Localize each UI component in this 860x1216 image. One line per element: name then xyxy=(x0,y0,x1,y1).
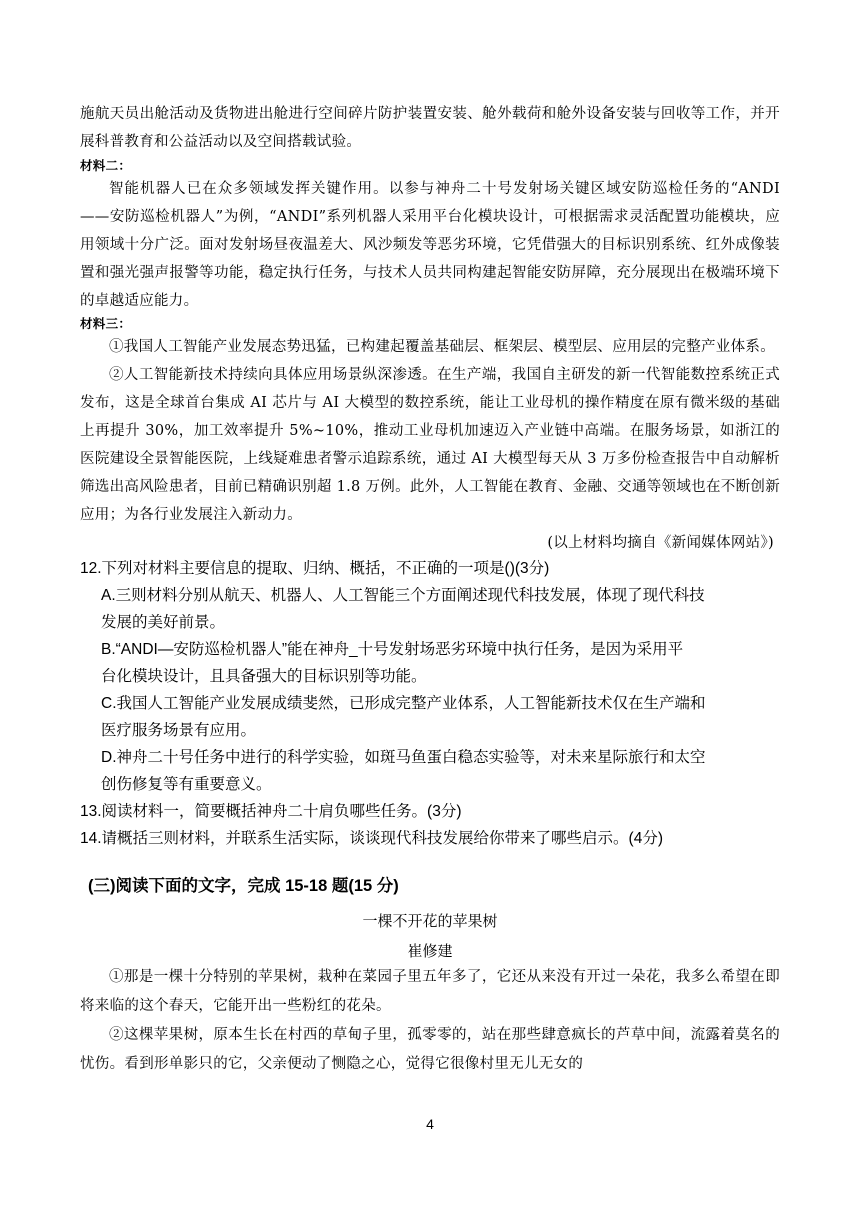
story-title: 一棵不开花的苹果树 xyxy=(362,912,498,930)
question-12-option-b-cont: 台化模块设计，且具备强大的目标识别等功能。 xyxy=(101,668,427,685)
story-paragraph-1: ①那是一棵十分特别的苹果树，栽种在菜园子里五年多了，它还从来没有开过一朵花，我多么希望在即将来临的这个春天，它能开出一些粉红的花朵。 xyxy=(80,969,780,1014)
material3-paragraph-2: ②人工智能新技术持续向具体应用场景纵深渗透。在生产端，我国自主研发的新一代智能数控系统正式发布，这是全球首台集成 AI 芯片与 AI 大模型的数控系统，能让工业母机的操作精度在原有微米级的基础上再提升 30%，加工效率提升 5%~10%，推动工业母机加速迈入产业链中高端。在服务场景，如浙江的医院建设全景智能医院，上线疑难患者警示追踪系统，通过 AI 大模型每天从 3 万多份检查报告中自动解析筛选出高风险患者，目前已精确识别超 1.8 万例。此外，人工智能在教育、金融、交通等领域也在不断创新应用；为各行业发展注入新动力。 xyxy=(80,367,780,523)
material3-paragraph-1: ①我国人工智能产业发展态势迅猛，已构建起覆盖基础层、框架层、模型层、应用层的完整产业体系。 xyxy=(109,339,775,355)
story-text xyxy=(80,963,780,1079)
question-13: 13.阅读材料一，简要概括神舟二十肩负哪些任务。(3分) xyxy=(80,803,462,820)
question-12-option-a: A.三则材料分别从航天、机器人、人工智能三个方面阐述现代科技发展，体现了现代科技 xyxy=(101,587,705,604)
material3-label: 材料三： xyxy=(80,317,132,331)
question-12-option-c-cont: 医疗服务场景有应用。 xyxy=(101,722,257,739)
question-12-option-d-cont: 创伤修复等有重要意义。 xyxy=(101,776,272,793)
question-12-option-a-cont: 发展的美好前景。 xyxy=(101,614,226,631)
question-12-option-c: C.我国人工智能产业发展成绩斐然，已形成完整产业体系，人工智能新技术仅在生产端和 xyxy=(101,695,706,712)
material1-continuation: 施航天员出舱活动及货物进出舱进行空间碎片防护装置安装、舱外载荷和舱外设备安装与回收等工作，并开展科普教育和公益活动以及空间搭载试验。 xyxy=(80,106,780,150)
material2-text: 智能机器人已在众多领域发挥关键作用。以参与神舟二十号发射场关键区域安防巡检任务的“ANDI——安防巡检机器人”为例，“ANDI”系列机器人采用平台化模块设计，可根据需求灵活配置功能模块，应用领域十分广泛。面对发射场昼夜温差大、风沙频发等恶劣环境，它凭借强大的目标识别系统、红外成像装置和强光强声报警等功能，稳定执行任务，与技术人员共同构建起智能安防屏障，充分展现出在极端环境下的卓越适应能力。 xyxy=(80,181,780,309)
questions-block xyxy=(80,555,785,852)
question-12-option-b: B.“ANDI—安防巡检机器人”能在神舟_十号发射场恶劣环境中执行任务，是因为采用平 xyxy=(101,641,684,658)
page-number: 4 xyxy=(426,1116,434,1132)
material2-label: 材料二： xyxy=(80,159,132,173)
story-author: 崔修建 xyxy=(407,942,453,960)
materials-block xyxy=(80,100,780,557)
question-12-stem: 12.下列对材料主要信息的提取、归纳、概括，不正确的一项是()(3分) xyxy=(80,560,550,577)
story-paragraph-2: ②这棵苹果树，原本生长在村西的草甸子里，孤零零的，站在那些肆意疯长的芦草中间，流露着莫名的忧伤。看到形单影只的它，父亲便动了恻隐之心，觉得它很像村里无儿无女的 xyxy=(80,1027,780,1072)
question-14: 14.请概括三则材料，并联系生活实际，谈谈现代科技发展给你带来了哪些启示。(4分) xyxy=(80,830,663,847)
materials-source: (以上材料均摘自《新闻媒体网站》) xyxy=(547,535,774,551)
question-12-option-d: D.神舟二十号任务中进行的科学实验，如斑马鱼蛋白稳态实验等，对未来星际旅行和太空 xyxy=(101,749,706,766)
section-3-heading: (三)阅读下面的文字，完成 15-18 题(15 分) xyxy=(88,877,399,895)
